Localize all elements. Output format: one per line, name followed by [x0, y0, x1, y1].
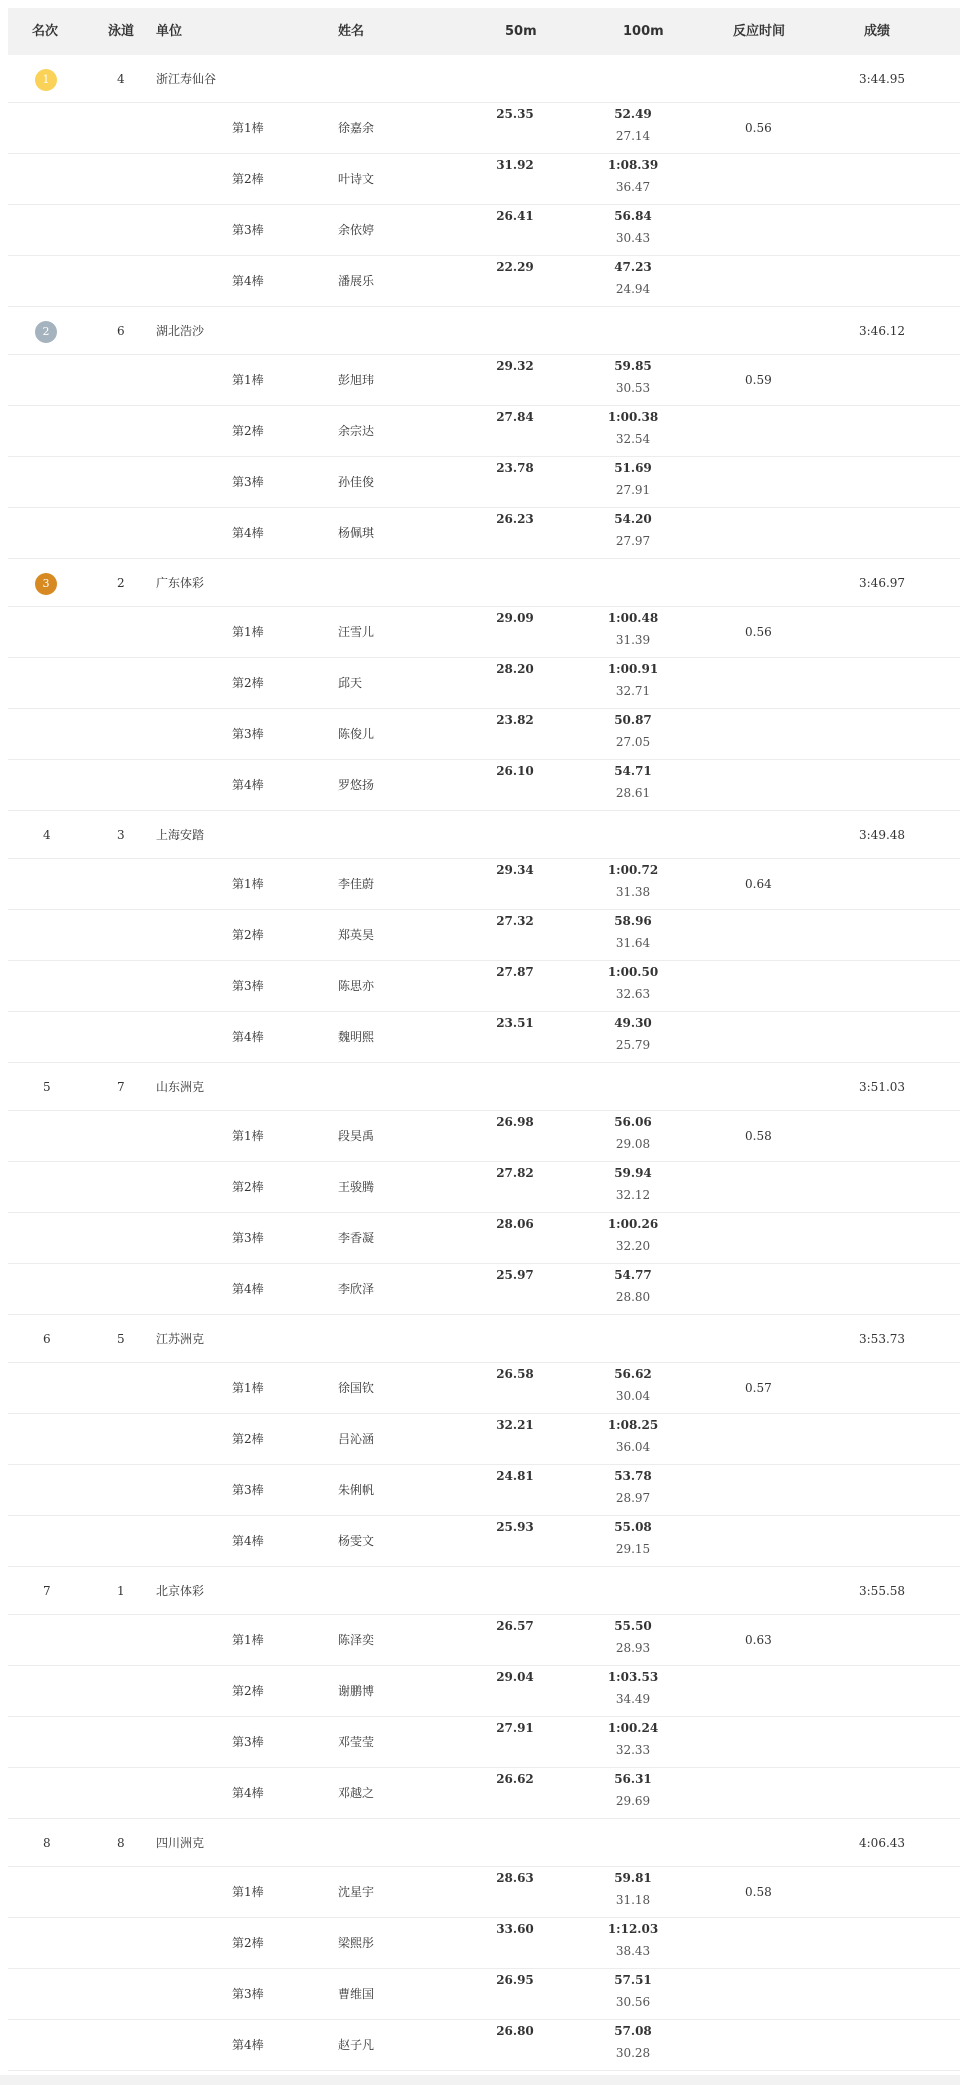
- split-50m: 32.21: [496, 1418, 534, 1432]
- leg-label: 第2棒: [232, 1936, 264, 1950]
- lane-number: 6: [117, 324, 125, 338]
- split-100m: 54.71: [614, 764, 652, 778]
- leg-label: 第1棒: [232, 121, 264, 135]
- leg-row: [8, 1768, 960, 1819]
- leg-row: [8, 1162, 960, 1213]
- split-100m: 57.51: [614, 1973, 652, 1987]
- lap-time: 28.97: [615, 1491, 651, 1505]
- leg-row: [8, 1867, 960, 1918]
- leg-row: [8, 1969, 960, 2020]
- leg-label: 第2棒: [232, 1180, 264, 1194]
- split-50m: 29.09: [496, 611, 534, 625]
- header-rank: 名次: [32, 24, 59, 39]
- leg-row: [8, 1717, 960, 1768]
- team-row: [8, 559, 960, 607]
- split-100m: 1:00.50: [607, 965, 659, 979]
- team-name: 山东洲克: [156, 1080, 205, 1094]
- swimmer-name: 王骏腾: [338, 1180, 375, 1194]
- reaction-time: 0.58: [745, 1885, 772, 1899]
- leg-row: [8, 910, 960, 961]
- leg-row: [8, 1111, 960, 1162]
- leg-label: 第1棒: [232, 373, 264, 387]
- split-100m: 54.77: [614, 1268, 652, 1282]
- reaction-time: 0.56: [745, 625, 772, 639]
- split-100m: 55.50: [614, 1619, 652, 1633]
- leg-row: [8, 1264, 960, 1315]
- leg-label: 第2棒: [232, 424, 264, 438]
- swimmer-name: 孙佳俊: [338, 475, 375, 489]
- swimmer-name: 陈俊儿: [338, 727, 375, 741]
- swimmer-name: 魏明熙: [338, 1030, 375, 1044]
- lap-time: 24.94: [615, 282, 651, 296]
- split-100m: 1:12.03: [607, 1922, 659, 1936]
- swimmer-name: 潘展乐: [338, 274, 375, 288]
- split-100m: 58.96: [614, 914, 652, 928]
- split-100m: 1:08.39: [607, 158, 659, 172]
- lap-time: 29.15: [615, 1542, 651, 1556]
- leg-row: [8, 1615, 960, 1666]
- leg-label: 第4棒: [232, 1282, 264, 1296]
- leg-row: [8, 406, 960, 457]
- split-100m: 47.23: [614, 260, 652, 274]
- split-50m: 23.82: [496, 713, 534, 727]
- split-50m: 28.63: [496, 1871, 534, 1885]
- lap-time: 25.79: [615, 1038, 651, 1052]
- swimmer-name: 徐国钦: [338, 1381, 375, 1395]
- swimmer-name: 沈星宇: [338, 1885, 375, 1899]
- leg-row: [8, 103, 960, 154]
- split-100m: 57.08: [614, 2024, 652, 2038]
- leg-row: [8, 1012, 960, 1063]
- leg-row: [8, 658, 960, 709]
- swimmer-name: 李香凝: [338, 1231, 375, 1245]
- split-50m: 23.51: [496, 1016, 534, 1030]
- swimmer-name: 郑英昊: [338, 928, 375, 942]
- split-50m: 24.81: [496, 1469, 534, 1483]
- rank-number: 5: [43, 1080, 51, 1094]
- team-result: 3:44.95: [859, 72, 906, 86]
- split-50m: 29.34: [496, 863, 534, 877]
- lap-time: 30.53: [615, 381, 651, 395]
- header-reaction: 反应时间: [733, 24, 786, 39]
- leg-label: 第1棒: [232, 1885, 264, 1899]
- swimmer-name: 邓莹莹: [338, 1735, 375, 1749]
- header-split100: 100m: [623, 24, 664, 39]
- leg-label: 第1棒: [232, 1381, 264, 1395]
- split-50m: 26.62: [496, 1772, 534, 1786]
- lap-time: 28.80: [615, 1290, 651, 1304]
- lap-time: 34.49: [615, 1692, 651, 1706]
- leg-row: [8, 355, 960, 406]
- team-row: [8, 1819, 960, 1867]
- lap-time: 36.47: [615, 180, 651, 194]
- leg-row: [8, 154, 960, 205]
- split-100m: 1:00.26: [607, 1217, 659, 1231]
- header-result: 成绩: [864, 24, 891, 39]
- lap-time: 32.33: [615, 1743, 651, 1757]
- leg-label: 第2棒: [232, 1432, 264, 1446]
- lap-time: 28.61: [615, 786, 651, 800]
- leg-label: 第3棒: [232, 475, 264, 489]
- split-100m: 1:00.48: [607, 611, 659, 625]
- split-100m: 52.49: [614, 107, 652, 121]
- leg-label: 第2棒: [232, 172, 264, 186]
- team-result: 3:49.48: [859, 828, 906, 842]
- lap-time: 31.38: [615, 885, 651, 899]
- rank-number: 8: [43, 1836, 51, 1850]
- swimmer-name: 谢鹏博: [338, 1684, 375, 1698]
- leg-row: [8, 961, 960, 1012]
- swimmer-name: 杨佩琪: [338, 526, 375, 540]
- leg-row: [8, 760, 960, 811]
- lap-time: 27.91: [615, 483, 651, 497]
- team-result: 3:55.58: [859, 1584, 906, 1598]
- team-name: 浙江寿仙谷: [156, 72, 217, 86]
- reaction-time: 0.56: [745, 121, 772, 135]
- lap-time: 30.28: [615, 2046, 651, 2060]
- swimmer-name: 彭旭玮: [338, 373, 375, 387]
- header-team: 单位: [156, 24, 183, 39]
- split-100m: 1:00.72: [607, 863, 659, 877]
- lap-time: 36.04: [615, 1440, 651, 1454]
- split-50m: 25.97: [496, 1268, 534, 1282]
- split-100m: 49.30: [614, 1016, 652, 1030]
- table-header: [8, 8, 960, 55]
- swimmer-name: 汪雪儿: [338, 625, 375, 639]
- leg-row: [8, 1918, 960, 1969]
- split-100m: 50.87: [614, 713, 652, 727]
- lap-time: 29.69: [615, 1794, 651, 1808]
- reaction-time: 0.58: [745, 1129, 772, 1143]
- team-result: 3:46.12: [859, 324, 906, 338]
- leg-label: 第4棒: [232, 2038, 264, 2052]
- lane-number: 1: [117, 1584, 125, 1598]
- leg-row: [8, 1414, 960, 1465]
- split-100m: 56.62: [614, 1367, 652, 1381]
- split-100m: 54.20: [614, 512, 652, 526]
- team-name: 上海安踏: [156, 828, 205, 842]
- split-100m: 56.06: [614, 1115, 652, 1129]
- rank-number: 4: [43, 828, 51, 842]
- lap-time: 31.18: [615, 1893, 651, 1907]
- split-50m: 31.92: [496, 158, 534, 172]
- leg-row: [8, 709, 960, 760]
- split-50m: 25.35: [496, 107, 534, 121]
- swimmer-name: 杨雯文: [338, 1534, 375, 1548]
- split-100m: 55.08: [614, 1520, 652, 1534]
- split-50m: 29.04: [496, 1670, 534, 1684]
- swimmer-name: 徐嘉余: [338, 121, 375, 135]
- team-result: 3:51.03: [859, 1080, 906, 1094]
- split-100m: 1:08.25: [607, 1418, 659, 1432]
- leg-label: 第1棒: [232, 625, 264, 639]
- lap-time: 38.43: [615, 1944, 651, 1958]
- swimmer-name: 朱俐帆: [338, 1483, 375, 1497]
- medal-bronze-icon: 3: [35, 573, 57, 595]
- lap-time: 30.04: [615, 1389, 651, 1403]
- split-50m: 27.87: [496, 965, 534, 979]
- split-50m: 26.10: [496, 764, 534, 778]
- split-100m: 59.81: [614, 1871, 652, 1885]
- footer-divider: [0, 2075, 960, 2085]
- split-50m: 26.41: [496, 209, 534, 223]
- team-row: [8, 55, 960, 103]
- lap-time: 27.14: [615, 129, 651, 143]
- leg-label: 第2棒: [232, 928, 264, 942]
- swimmer-name: 陈思亦: [338, 979, 375, 993]
- leg-label: 第1棒: [232, 877, 264, 891]
- lap-time: 32.71: [615, 684, 651, 698]
- leg-label: 第3棒: [232, 1231, 264, 1245]
- lane-number: 5: [117, 1332, 125, 1346]
- team-result: 3:46.97: [859, 576, 906, 590]
- lap-time: 31.39: [615, 633, 651, 647]
- split-50m: 26.23: [496, 512, 534, 526]
- split-50m: 25.93: [496, 1520, 534, 1534]
- split-50m: 26.98: [496, 1115, 534, 1129]
- leg-label: 第4棒: [232, 1534, 264, 1548]
- split-50m: 26.80: [496, 2024, 534, 2038]
- leg-row: [8, 1465, 960, 1516]
- swimmer-name: 李欣泽: [338, 1282, 375, 1296]
- lane-number: 3: [117, 828, 125, 842]
- split-50m: 27.84: [496, 410, 534, 424]
- team-name: 江苏洲克: [156, 1332, 205, 1346]
- lap-time: 30.43: [615, 231, 651, 245]
- leg-row: [8, 859, 960, 910]
- split-50m: 26.58: [496, 1367, 534, 1381]
- leg-label: 第4棒: [232, 274, 264, 288]
- lap-time: 32.12: [615, 1188, 651, 1202]
- swimmer-name: 赵子凡: [338, 2038, 375, 2052]
- lap-time: 28.93: [615, 1641, 651, 1655]
- leg-label: 第3棒: [232, 1735, 264, 1749]
- medal-silver-icon: 2: [35, 321, 57, 343]
- header-split50: 50m: [505, 24, 537, 39]
- leg-row: [8, 1516, 960, 1567]
- swimmer-name: 余依婷: [338, 223, 375, 237]
- rank-number: 7: [43, 1584, 51, 1598]
- lap-time: 30.56: [615, 1995, 651, 2009]
- reaction-time: 0.64: [745, 877, 772, 891]
- team-result: 4:06.43: [859, 1836, 906, 1850]
- split-100m: 1:00.38: [607, 410, 659, 424]
- swimmer-name: 梁熙彤: [338, 1936, 375, 1950]
- leg-label: 第4棒: [232, 1786, 264, 1800]
- leg-label: 第3棒: [232, 1483, 264, 1497]
- team-name: 湖北浩沙: [156, 324, 205, 338]
- leg-row: [8, 1363, 960, 1414]
- split-50m: 22.29: [496, 260, 534, 274]
- team-row: [8, 1063, 960, 1111]
- leg-label: 第1棒: [232, 1633, 264, 1647]
- team-result: 3:53.73: [859, 1332, 906, 1346]
- swimmer-name: 邓越之: [338, 1786, 375, 1800]
- split-50m: 28.20: [496, 662, 534, 676]
- split-100m: 51.69: [614, 461, 652, 475]
- lane-number: 8: [117, 1836, 125, 1850]
- lane-number: 7: [117, 1080, 125, 1094]
- split-50m: 33.60: [496, 1922, 534, 1936]
- leg-label: 第1棒: [232, 1129, 264, 1143]
- swimmer-name: 叶诗文: [338, 172, 375, 186]
- leg-row: [8, 2020, 960, 2071]
- swimmer-name: 余宗达: [338, 424, 375, 438]
- split-50m: 28.06: [496, 1217, 534, 1231]
- swimmer-name: 段昊禹: [338, 1129, 375, 1143]
- leg-label: 第2棒: [232, 676, 264, 690]
- lap-time: 32.54: [615, 432, 651, 446]
- split-100m: 1:03.53: [607, 1670, 659, 1684]
- leg-label: 第4棒: [232, 526, 264, 540]
- reaction-time: 0.63: [745, 1633, 772, 1647]
- team-name: 北京体彩: [156, 1584, 205, 1598]
- split-50m: 26.57: [496, 1619, 534, 1633]
- leg-row: [8, 607, 960, 658]
- leg-label: 第3棒: [232, 223, 264, 237]
- split-100m: 56.84: [614, 209, 652, 223]
- split-50m: 27.91: [496, 1721, 534, 1735]
- lap-time: 29.08: [615, 1137, 651, 1151]
- split-50m: 29.32: [496, 359, 534, 373]
- leg-label: 第3棒: [232, 727, 264, 741]
- split-100m: 53.78: [614, 1469, 652, 1483]
- split-100m: 59.94: [614, 1166, 652, 1180]
- swimmer-name: 吕沁涵: [338, 1432, 375, 1446]
- leg-row: [8, 508, 960, 559]
- swimmer-name: 邱天: [338, 676, 363, 690]
- team-row: [8, 811, 960, 859]
- leg-label: 第2棒: [232, 1684, 264, 1698]
- lap-time: 32.63: [615, 987, 651, 1001]
- team-row: [8, 1567, 960, 1615]
- split-100m: 1:00.24: [607, 1721, 659, 1735]
- leg-label: 第3棒: [232, 1987, 264, 2001]
- split-50m: 26.95: [496, 1973, 534, 1987]
- team-name: 四川洲克: [156, 1836, 205, 1850]
- lap-time: 31.64: [615, 936, 651, 950]
- team-row: [8, 307, 960, 355]
- split-100m: 56.31: [614, 1772, 652, 1786]
- lane-number: 4: [117, 72, 125, 86]
- split-50m: 23.78: [496, 461, 534, 475]
- header-lane: 泳道: [108, 24, 135, 39]
- leg-row: [8, 256, 960, 307]
- swimmer-name: 李佳蔚: [338, 877, 375, 891]
- medal-gold-icon: 1: [35, 69, 57, 91]
- team-row: [8, 1315, 960, 1363]
- swimmer-name: 陈泽奕: [338, 1633, 375, 1647]
- lap-time: 27.97: [615, 534, 651, 548]
- reaction-time: 0.59: [745, 373, 772, 387]
- reaction-time: 0.57: [745, 1381, 772, 1395]
- leg-label: 第4棒: [232, 778, 264, 792]
- leg-row: [8, 457, 960, 508]
- leg-label: 第4棒: [232, 1030, 264, 1044]
- lane-number: 2: [117, 576, 125, 590]
- lap-time: 27.05: [615, 735, 651, 749]
- split-100m: 59.85: [614, 359, 652, 373]
- swimmer-name: 曹维国: [338, 1987, 375, 2001]
- header-name: 姓名: [338, 24, 365, 39]
- team-name: 广东体彩: [156, 576, 205, 590]
- leg-label: 第3棒: [232, 979, 264, 993]
- split-100m: 1:00.91: [607, 662, 659, 676]
- leg-row: [8, 1666, 960, 1717]
- leg-row: [8, 1213, 960, 1264]
- swimmer-name: 罗悠扬: [338, 778, 375, 792]
- lap-time: 32.20: [615, 1239, 651, 1253]
- split-50m: 27.32: [496, 914, 534, 928]
- split-50m: 27.82: [496, 1166, 534, 1180]
- rank-number: 6: [43, 1332, 51, 1346]
- leg-row: [8, 205, 960, 256]
